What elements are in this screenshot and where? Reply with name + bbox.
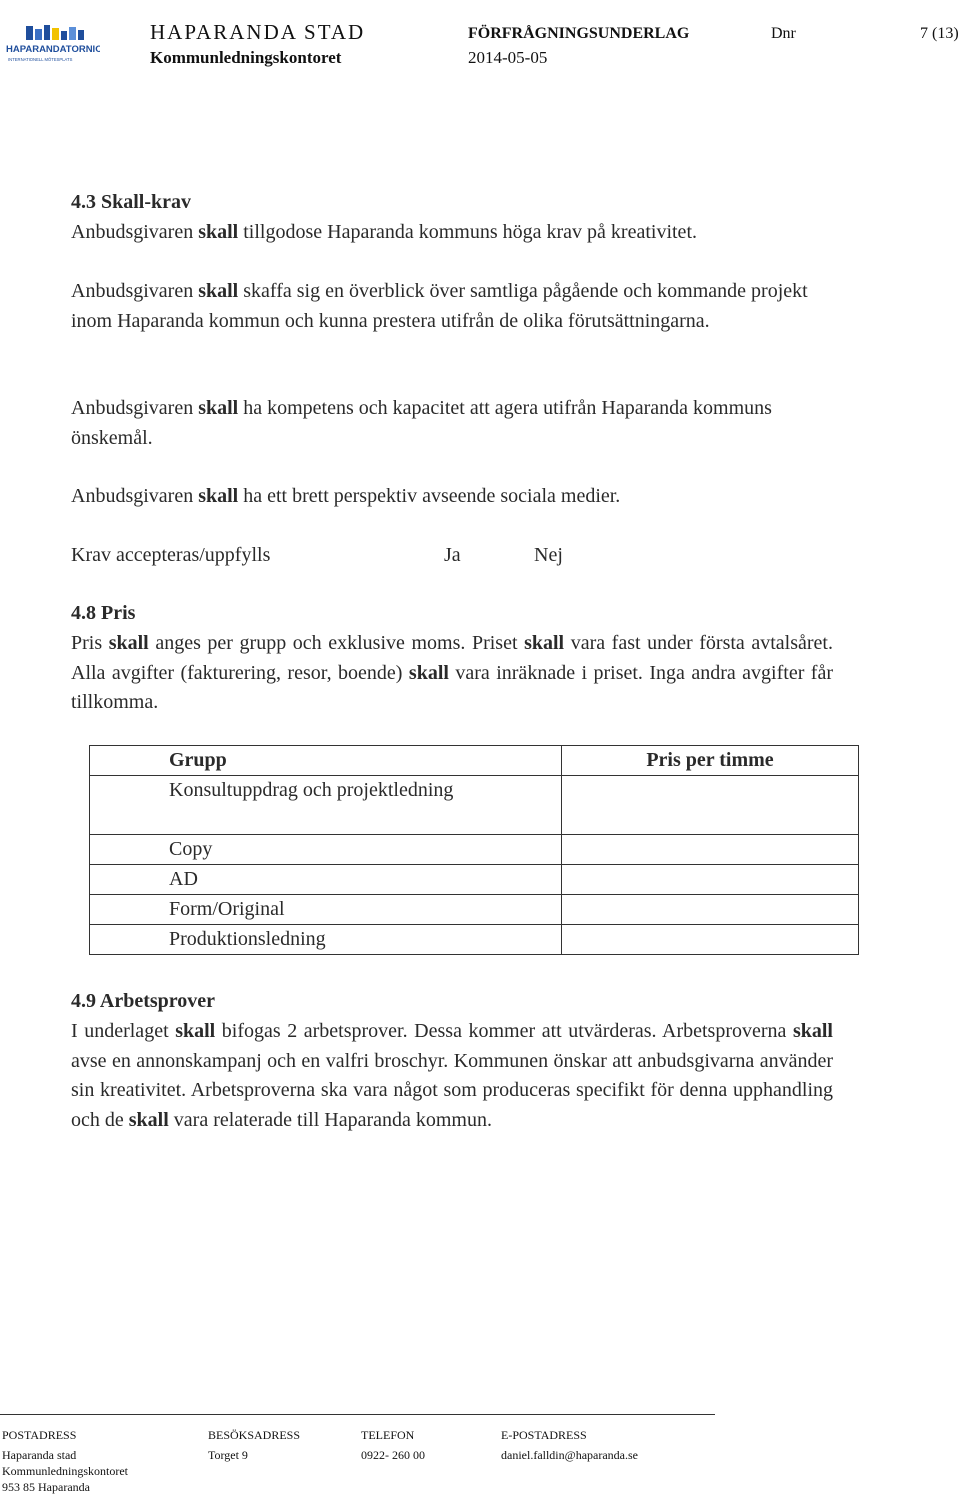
table-cell: Copy xyxy=(90,835,562,865)
table-row xyxy=(90,895,859,925)
paragraph: Anbudsgivaren skall ha kompetens och kapacitet att agera utifrån Haparanda kommuns önskemål. xyxy=(71,397,772,449)
footer-phone xyxy=(361,1427,425,1463)
paragraph: Anbudsgivaren skall tillgodose Haparanda kommuns höga krav på kreativitet. xyxy=(71,220,697,243)
logo-text: HAPARANDATORNIO xyxy=(6,44,100,55)
paragraph: I underlaget skall bifogas 2 arbetsprover. Dessa kommer att utvärderas. Arbetsproverna skall avse en annonskampanj och en valfri broschyr. Kommunen önskar att anbudsgivarna använder sin kreativitet. Arbetsproverna ska vara något som produceras specifikt för denna upphandling och de skall vara relaterade till Haparanda kommun. xyxy=(71,1019,833,1132)
footer-visit-label: BESÖKSADRESS xyxy=(208,1428,301,1442)
price-cell xyxy=(562,895,859,925)
table-header-cell: Pris per timme xyxy=(562,746,859,776)
page-number: 7 (13) xyxy=(920,25,959,42)
table-cell: Form/Original xyxy=(90,895,562,925)
section-4-3 xyxy=(71,188,833,248)
footer-divider xyxy=(0,1414,715,1415)
org-subtitle: Kommunledningskontoret xyxy=(150,48,342,67)
document-type: FÖRFRÅGNINGSUNDERLAG xyxy=(468,25,690,42)
logo-subtext: INTERNATIONELL MÖTESPLATS xyxy=(8,57,73,62)
table-row xyxy=(90,776,859,835)
price-cell xyxy=(562,865,859,895)
footer-postal xyxy=(2,1427,128,1495)
acceptance-yes: Ja xyxy=(444,544,461,566)
acceptance-label: Krav accepteras/uppfylls xyxy=(71,544,271,566)
footer-postal-line: Haparanda stad xyxy=(2,1448,77,1462)
footer-postal-line: 953 85 Haparanda xyxy=(2,1480,90,1494)
footer-phone-number: 0922- 260 00 xyxy=(361,1448,425,1462)
requirement-acceptance xyxy=(71,541,833,571)
org-title: HAPARANDA STAD xyxy=(150,20,366,44)
footer-email-address[interactable]: daniel.falldin@haparanda.se xyxy=(501,1448,638,1462)
footer-postal-label: POSTADRESS xyxy=(2,1428,77,1442)
footer-email xyxy=(501,1427,638,1463)
section-heading: 4.9 Arbetsprover xyxy=(71,990,216,1012)
price-cell xyxy=(562,776,859,835)
haparanda-tornio-logo xyxy=(4,24,100,68)
table-row xyxy=(90,925,859,955)
paragraph: Anbudsgivaren skall skaffa sig en överblick över samtliga pågående och kommande projekt inom Haparanda kommun och kunna prestera utifrån de olika förutsättningarna. xyxy=(71,280,808,332)
footer-postal-line: Kommunledningskontoret xyxy=(2,1464,128,1478)
table-header-row xyxy=(90,746,859,776)
table-cell: AD xyxy=(90,865,562,895)
section-heading: 4.3 Skall-krav xyxy=(71,191,192,213)
footer-phone-label: TELEFON xyxy=(361,1428,415,1442)
document-date: 2014-05-05 xyxy=(468,48,548,67)
logo-mark-icon xyxy=(4,24,100,68)
price-cell xyxy=(562,835,859,865)
pricing-table xyxy=(89,745,859,955)
section-4-8 xyxy=(71,599,833,718)
price-cell xyxy=(562,925,859,955)
table-cell: Konsultuppdrag och projektledning xyxy=(90,776,562,835)
section-heading: 4.8 Pris xyxy=(71,602,136,624)
footer-visit-address: Torget 9 xyxy=(208,1448,248,1462)
section-4-9 xyxy=(71,987,833,1136)
table-header-cell: Grupp xyxy=(90,746,562,776)
footer-email-label: E-POSTADRESS xyxy=(501,1428,587,1442)
table-cell: Produktionsledning xyxy=(90,925,562,955)
acceptance-no: Nej xyxy=(534,544,563,566)
table-row xyxy=(90,865,859,895)
dnr-label: Dnr xyxy=(771,25,796,42)
paragraph: Anbudsgivaren skall ha ett brett perspektiv avseende sociala medier. xyxy=(71,485,621,507)
paragraph: Pris skall anges per grupp och exklusive moms. Priset skall vara fast under första avtalsåret. Alla avgifter (fakturering, resor, boende) skall vara inräknade i priset. Inga andra avgifter får tillkomma. xyxy=(71,631,833,714)
table-row xyxy=(90,835,859,865)
footer-visit xyxy=(208,1427,300,1463)
